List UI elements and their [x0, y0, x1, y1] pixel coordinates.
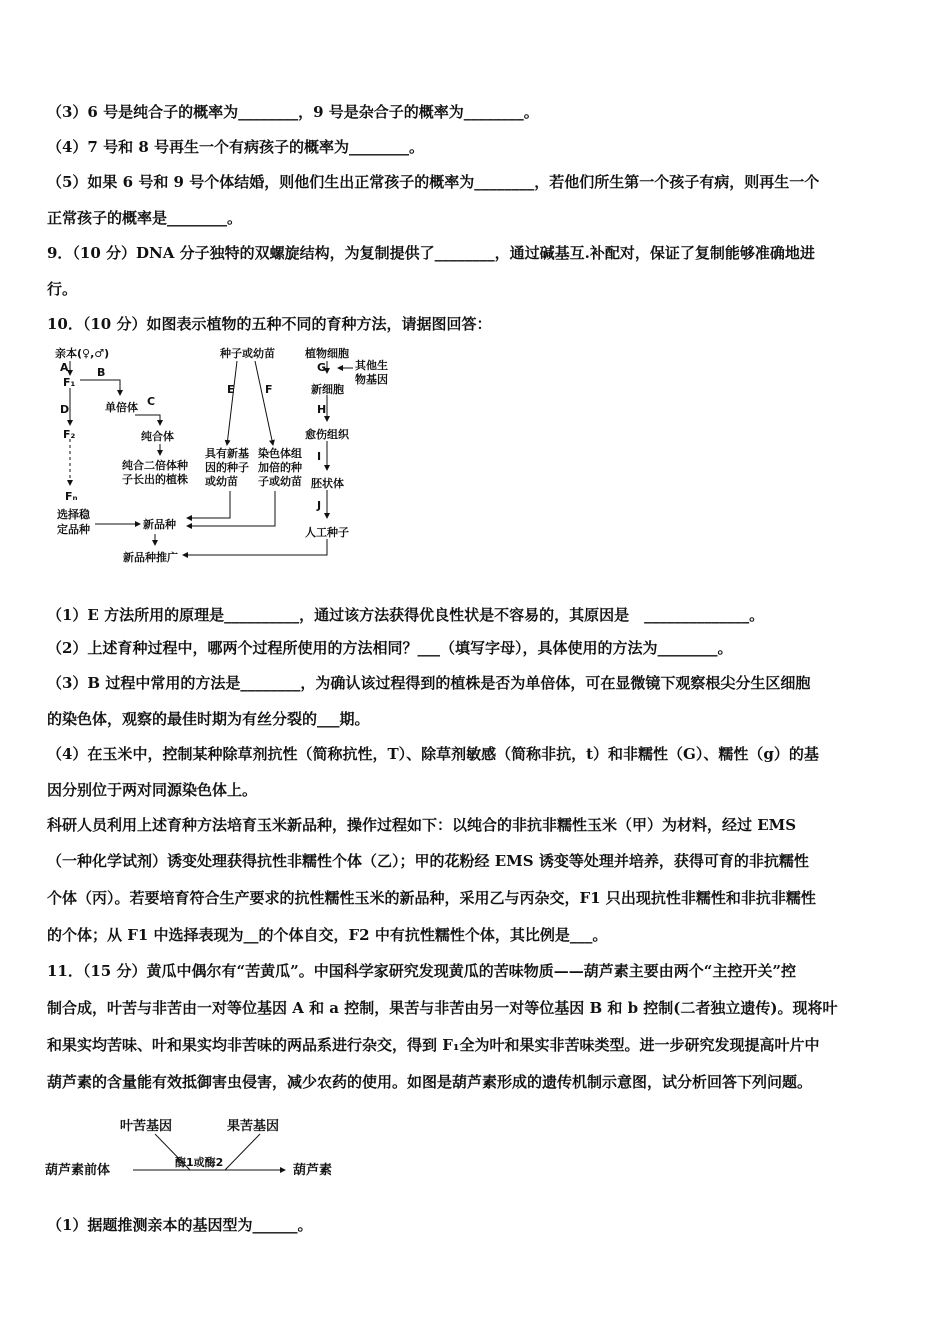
- d1-B: B: [97, 366, 106, 379]
- d1-art-seed: 人工种子: [305, 526, 349, 539]
- q11d: 葫芦素的含量能有效抵御害虫侵害，减少农药的使用。如图是葫芦素形成的遗传机制示意图，试分析回答下列问题。: [47, 1073, 813, 1091]
- q8-5a: （5）如果 6 号和 9 号个体结婚，则他们生出正常孩子的概率为________，若他们所生第一个孩子有病，则再生一个: [47, 173, 820, 191]
- d1-other-2: 物基因: [355, 373, 388, 386]
- d1-sel-2: 定品种: [57, 523, 90, 536]
- q10-4d: （一种化学试剂）诱变处理获得抗性非糯性个体（乙）；甲的花粉经 EMS 诱变等处理并培养，获得可育的非抗糯性: [47, 852, 809, 870]
- d1-Fn: Fₙ: [65, 490, 78, 503]
- d1-chrom-1: 染色体组: [258, 447, 302, 460]
- q8-5b: 正常孩子的概率是________。: [47, 209, 243, 227]
- d1-embryoid: 胚状体: [311, 477, 344, 490]
- d1-F: F: [265, 383, 273, 396]
- q10-4a: （4）在玉米中，控制某种除草剂抗性（简称抗性，T）、除草剂敏感（简称非抗，t）和非糯性（G）、糯性（g）的基: [47, 745, 819, 763]
- d1-parent: 亲本(♀,♂): [55, 347, 110, 360]
- q11b: 制合成，叶苦与非苦由一对等位基因 A 和 a 控制，果苦与非苦由另一对等位基因 B 和 b 控制(二者独立遗传)。现将叶: [47, 999, 838, 1017]
- d1-chrom-3: 子或幼苗: [258, 475, 302, 488]
- q8-4: （4）7 号和 8 号再生一个有病孩子的概率为________。: [47, 138, 424, 156]
- q10-4b: 因分别位于两对同源染色体上。: [47, 781, 258, 799]
- q10-4c: 科研人员利用上述育种方法培育玉米新品种，操作过程如下：以纯合的非抗非糯性玉米（甲）为材料，经过 EMS: [47, 816, 797, 834]
- d1-haploid: 单倍体: [105, 401, 138, 414]
- d1-seed: 种子或幼苗: [220, 347, 275, 360]
- d2-leaf-gene: 叶苦基因: [120, 1119, 173, 1134]
- q10-2: （2）上述育种过程中，哪两个过程所使用的方法相同？___（填写字母），具体使用的方法为________。: [47, 639, 733, 657]
- q11c: 和果实均苦味、叶和果实均非苦味的两品系进行杂交，得到 F₁全为叶和果实非苦味类型。进一步研究发现提高叶片中: [47, 1036, 820, 1054]
- d1-A: A: [60, 361, 69, 374]
- d1-promotion: 新品种推广: [123, 551, 178, 564]
- d1-C: C: [147, 395, 156, 408]
- d1-F2: F₂: [63, 428, 76, 441]
- d1-H: H: [317, 403, 327, 416]
- d1-newgene-2: 因的种子: [205, 461, 249, 474]
- d1-newgene-1: 具有新基: [205, 447, 249, 460]
- d2-precursor: 葫芦素前体: [45, 1163, 111, 1178]
- d1-I: I: [317, 450, 322, 463]
- q11a: 11．（15 分）黄瓜中偶尔有“苦黄瓜”。中国科学家研究发现黄瓜的苦味物质——葫芦素主要由两个“主控开关”控: [47, 962, 796, 980]
- d1-plant-cell: 植物细胞: [305, 347, 349, 360]
- q10-4e: 个体（丙）。若要培育符合生产要求的抗性糯性玉米的新品种，采用乙与丙杂交，F1 只出现抗性非糯性和非抗非糯性: [47, 889, 816, 907]
- d1-J: J: [317, 499, 322, 512]
- d1-D: D: [60, 403, 70, 416]
- d1-pure: 纯合体: [141, 430, 174, 443]
- d1-sel-1: 选择稳: [57, 508, 90, 521]
- q8-3: （3）6 号是纯合子的概率为________，9 号是杂合子的概率为________。: [47, 103, 539, 121]
- q10-4f: 的个体；从 F1 中选择表现为__的个体自交，F2 中有抗性糯性个体，其比例是___。: [47, 926, 608, 944]
- d2-fruit-gene: 果苦基因: [227, 1119, 280, 1134]
- q9a: 9．（10 分）DNA 分子独特的双螺旋结构，为复制提供了________，通过碱基互.补配对，保证了复制能够准确地进: [47, 244, 815, 262]
- d1-E: E: [227, 383, 235, 396]
- q10-3a: （3）B 过程中常用的方法是________，为确认该过程得到的植株是否为单倍体，可在显微镜下观察根尖分生区细胞: [47, 674, 811, 692]
- d1-newgene-3: 或幼苗: [205, 475, 238, 488]
- d1-chrom-2: 加倍的种: [258, 461, 302, 474]
- d1-pure-dip-1: 纯合二倍体种: [122, 459, 188, 472]
- q11-1: （1）据题推测亲本的基因型为______。: [47, 1216, 313, 1234]
- d1-other-1: 其他生: [355, 359, 388, 372]
- d1-callus: 愈伤组织: [305, 428, 349, 441]
- d1-new-cell: 新细胞: [311, 383, 344, 396]
- d1-F1: F₁: [63, 376, 76, 389]
- q10-title: 10．（10 分）如图表示植物的五种不同的育种方法，请据图回答：: [47, 315, 492, 333]
- breeding-diagram: [55, 343, 395, 568]
- q9b: 行。: [47, 280, 78, 298]
- cucurbitacin-diagram: [45, 1110, 365, 1185]
- q10-3b: 的染色体，观察的最佳时期为有丝分裂的___期。: [47, 710, 370, 728]
- d2-enzyme: 酶1或酶2: [175, 1156, 224, 1169]
- d2-product: 葫芦素: [293, 1163, 333, 1178]
- q10-1: （1）E 方法所用的原理是__________，通过该方法获得优良性状是不容易的，其原因是 ______________。: [47, 606, 765, 624]
- d1-new-variety: 新品种: [143, 518, 176, 531]
- d1-G: G: [317, 361, 327, 374]
- d1-pure-dip-2: 子长出的植株: [122, 473, 188, 486]
